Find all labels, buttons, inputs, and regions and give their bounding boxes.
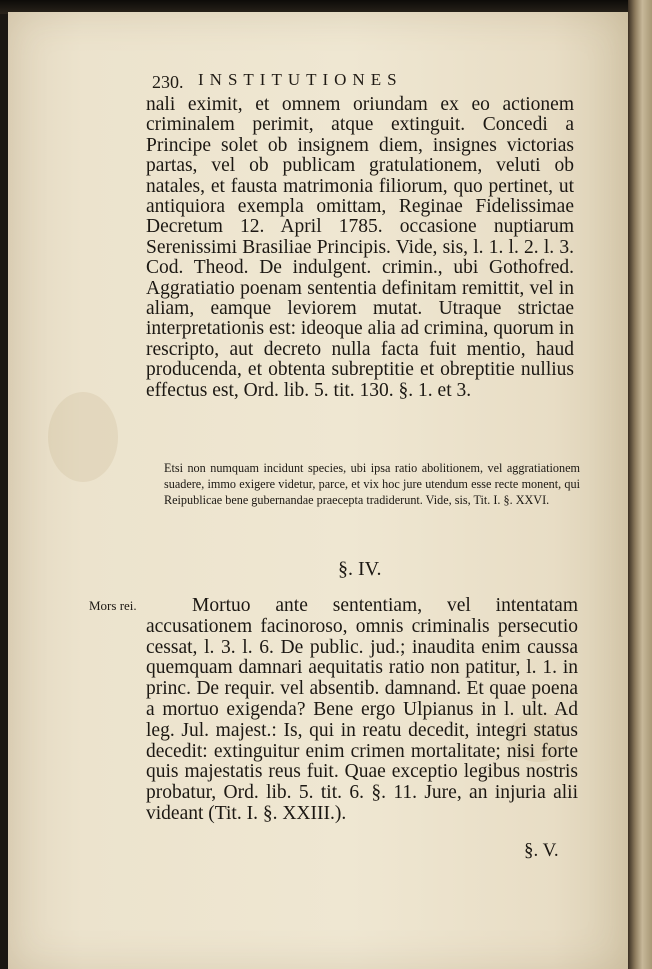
catchword: §. V. — [524, 840, 559, 861]
running-title: INSTITUTIONES — [198, 70, 403, 89]
running-head — [152, 64, 572, 94]
paper-stain — [48, 392, 118, 482]
section-paragraph: Mortuo ante sententiam, vel intentatam accusationem facinoroso, omnis criminalis persecutio cessat, l. 3. l. 6. De public. jud.; inaudita enim caussa quemquam damnari aequitatis ratio non patitur, l. 1. in princ. De requir. vel absentib. damnand. Et quae poena a mortuo exigenda? Bene ergo Ulpianus in l. ult. Ad leg. Jul. majest.: Is, qui in reatu decedit, integri status decedit: extinguitur enim crimen mortalitate; nisi forte quis majestatis reus fuit. Quae exceptio legibus nostris probatur, Ord. lib. 5. tit. 6. §. 11. Jure, an injuria alii videant (Tit. I. §. XXIII.). — [146, 595, 578, 824]
page-edge — [628, 0, 652, 969]
main-paragraph: nali eximit, et omnem oriundam ex eo actionem criminalem perimit, atque extinguit. Concedi a Principe solet ob insignem diem, insignes victorias partas, vel ob publicam gratulationem, veluti ob natales, et fausta matrimonia filiorum, quo pertinet, ut antiquiora exempla omittam, Reginae Fidelissimae Decretum 12. April 1785. occasione nuptiarum Serenissimi Brasiliae Principis. Vide, sis, l. 1. l. 2. l. 3. Cod. Theod. De indulgent. crimin., ubi Gothofred. Aggratiatio poenam sententia definitam remittit, vel in aliam, eamque leviorem mutat. Utraque strictae interpretationis est: ideoque alia ad crimina, quorum in rescripto, aut decreto nulla facta fuit mentio, haud producenda, et obtenta subreptitie et obreptitie nullius effectus est, Ord. lib. 5. tit. 130. §. 1. et 3. — [146, 94, 574, 401]
footnote: Etsi non numquam incidunt species, ubi ipsa ratio abolitionem, vel aggratiationem suadere, immo exigere videtur, parce, et vix hoc jure utendum esse recte monent, qui Reipublicae bene gubernandae praecepta tradiderunt. Vide, sis, Tit. I. §. XXVI. — [164, 461, 580, 508]
page-number: 230. — [152, 72, 184, 92]
margin-note: Mors rei. — [89, 598, 137, 613]
section-heading: §. IV. — [338, 558, 382, 580]
